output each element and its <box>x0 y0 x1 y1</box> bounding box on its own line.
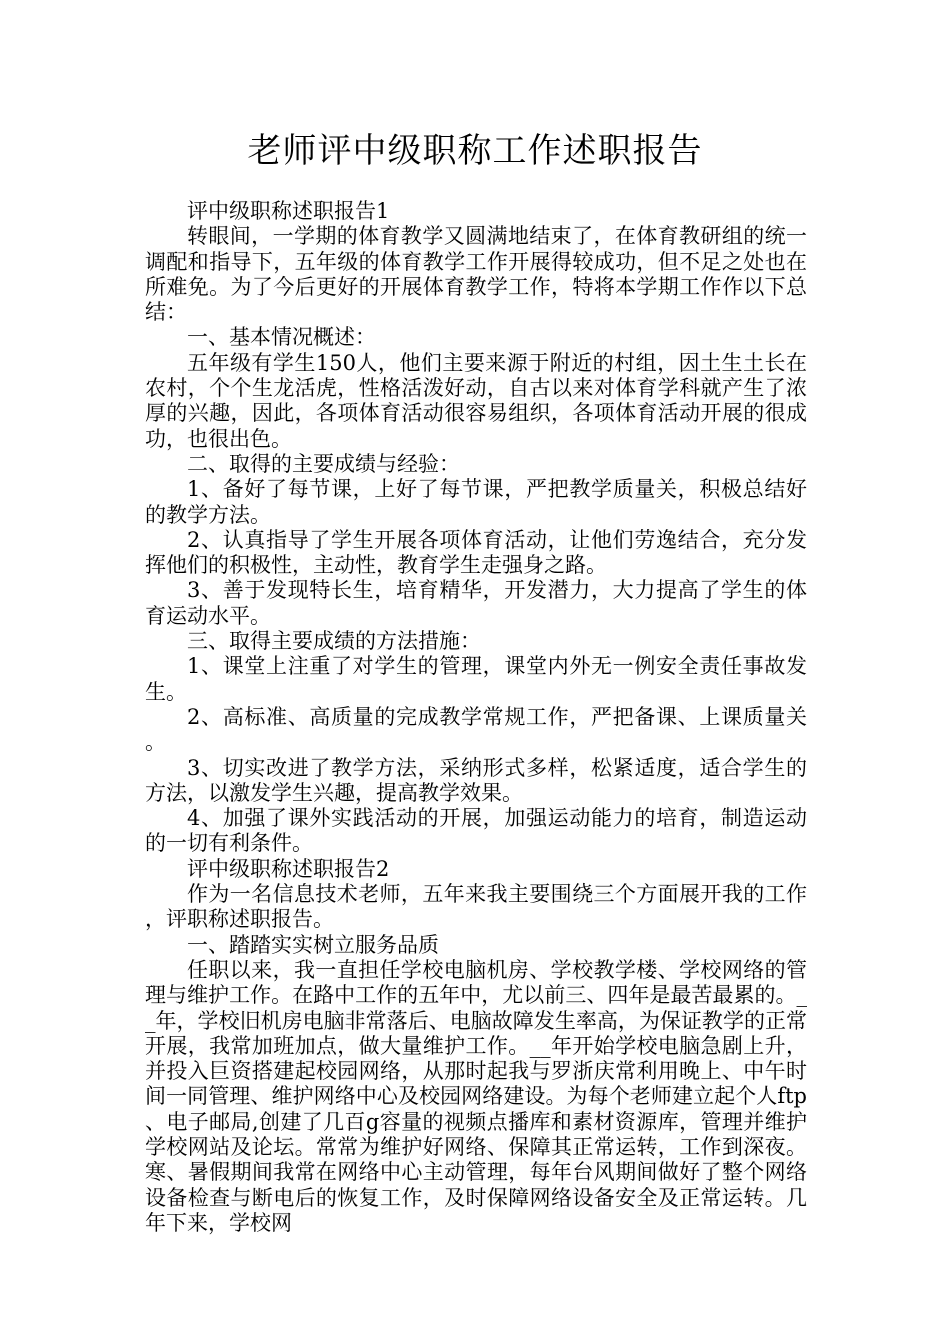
paragraph: 任职以来，我一直担任学校电脑机房、学校教学楼、学校网络的管理与维护工作。在路中工作的五年中，尤以前三、四年是最苦最累的。__年，学校旧机房电脑非常落后、电脑故障发生率高，为保证教学的正常开展，我常加班加点，做大量维护工作。__年开始学校电脑急剧上升，并投入巨资搭建起校园网络，从那时起我与罗浙庆常利用晚上、中午时间一同管理、维护网络中心及校园网络建设。为每个老师建立起个人ftp、电子邮局,创建了几百g容量的视频点播库和素材资源库，管理并维护学校网站及论坛。常常为维护好网络、保障其正常运转，工作到深夜。寒、暑假期间我常在网络中心主动管理，每年台风期间做好了整个网络设备检查与断电后的恢复工作，及时保障网络设备安全及正常运转。几年下来，学校网 <box>145 957 807 1235</box>
paragraph: 转眼间，一学期的体育教学又圆满地结束了，在体育教研组的统一调配和指导下，五年级的体育教学工作开展得较成功，但不足之处也在所难免。为了今后更好的开展体育教学工作，特将本学期工作作以下总结： <box>145 224 807 325</box>
sub-heading: 一、踏踏实实树立服务品质 <box>187 932 439 957</box>
paragraph: 2、高标准、高质量的完成教学常规工作，严把备课、上课质量关。 <box>145 704 807 755</box>
paragraph: 1、课堂上注重了对学生的管理，课堂内外无一例安全责任事故发生。 <box>145 654 807 704</box>
paragraph: 五年级有学生150人，他们主要来源于附近的村组，因土生土长在农村，个个生龙活虎，性格活泼好动，自古以来对体育学科就产生了浓厚的兴趣，因此，各项体育活动很容易组织，各项体育活动开展的很成功，也很出色。 <box>145 350 807 451</box>
document-body <box>145 199 807 1236</box>
paragraph: 1、备好了每节课，上好了每节课，严把教学质量关，积极总结好的教学方法。 <box>145 477 807 527</box>
paragraph: 作为一名信息技术老师，五年来我主要围绕三个方面展开我的工作，评职称述职报告。 <box>145 882 807 932</box>
paragraph: 3、切实改进了教学方法，采纳形式多样，松紧适度，适合学生的方法，以激发学生兴趣，提高教学效果。 <box>145 755 807 805</box>
paragraph: 3、善于发现特长生，培育精华，开发潜力，大力提高了学生的体育运动水平。 <box>145 578 807 628</box>
paragraph: 4、加强了课外实践活动的开展，加强运动能力的培育，制造运动的一切有利条件。 <box>145 806 807 856</box>
section-heading: 评中级职称述职报告2 <box>187 856 390 881</box>
paragraph: 2、认真指导了学生开展各项体育活动，让他们劳逸结合，充分发挥他们的积极性，主动性，教育学生走强身之路。 <box>145 527 807 578</box>
sub-heading: 二、取得的主要成绩与经验： <box>187 451 460 476</box>
document-title: 老师评中级职称工作述职报告 <box>247 131 703 171</box>
section-heading: 评中级职称述职报告1 <box>187 199 390 223</box>
sub-heading: 一、基本情况概述： <box>187 325 376 350</box>
sub-heading: 三、取得主要成绩的方法措施： <box>187 629 481 654</box>
